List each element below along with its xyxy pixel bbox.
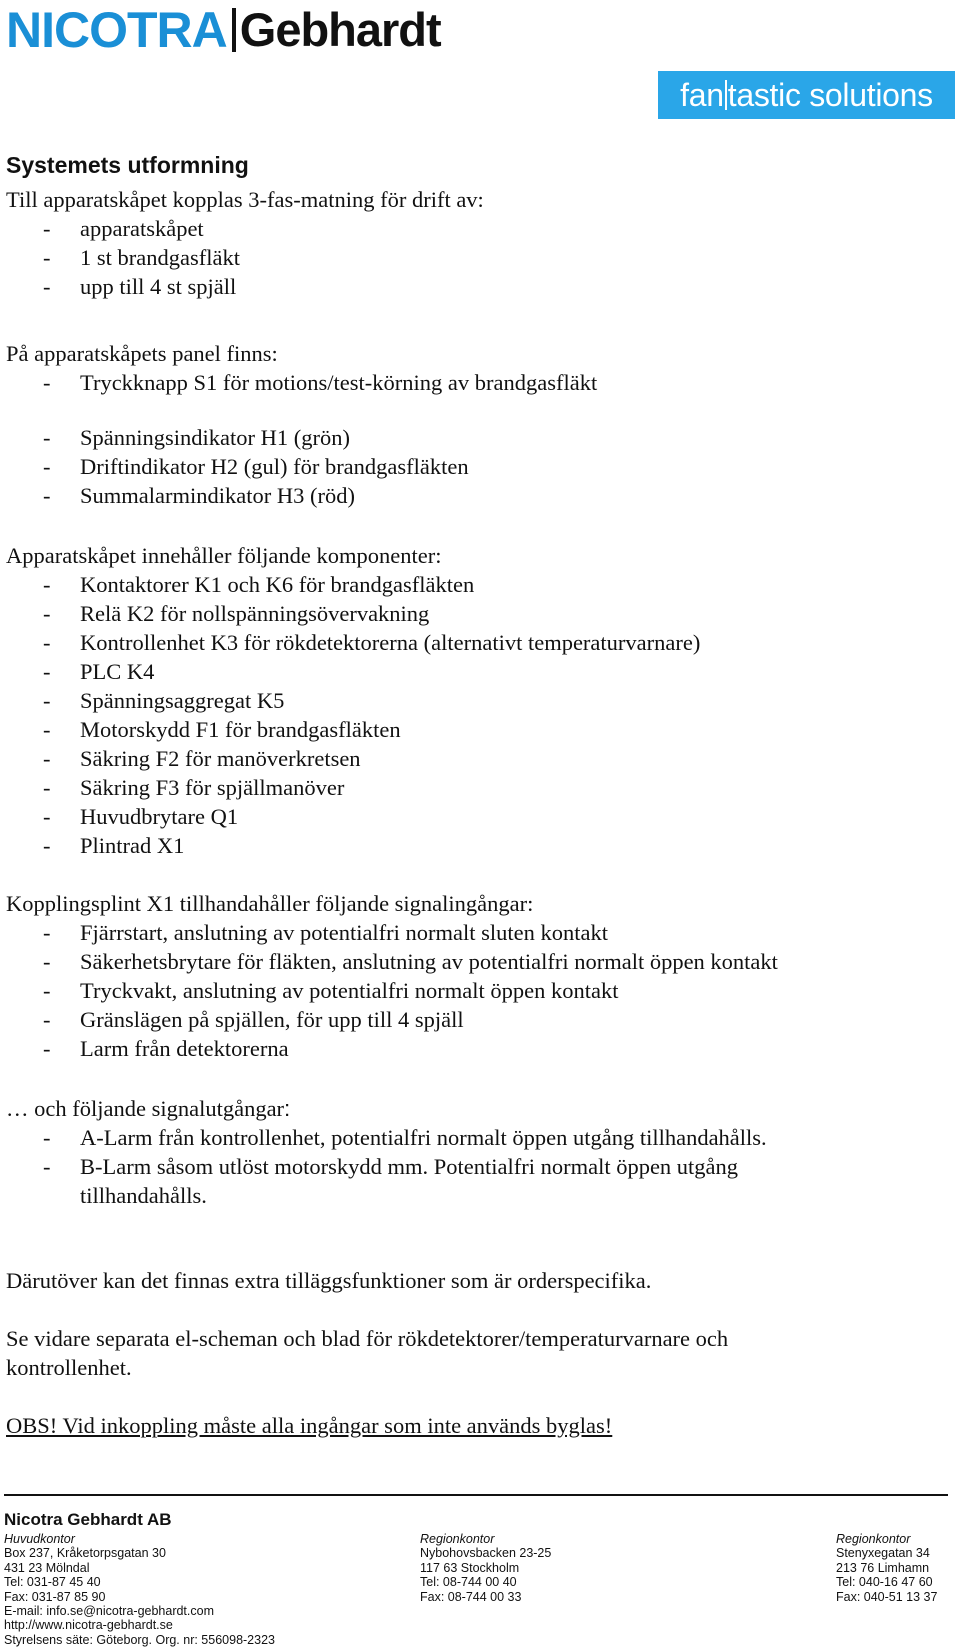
office-address-2: 213 76 Limhamn bbox=[836, 1560, 930, 1575]
list-item: - Kontaktorer K1 och K6 för brandgasfläkten bbox=[6, 570, 700, 599]
list-item: - Driftindikator H2 (gul) för brandgasfläkten bbox=[6, 452, 597, 481]
office-address-2: 431 23 Mölndal bbox=[4, 1560, 90, 1575]
tagline-part-b: tastic solutions bbox=[727, 77, 933, 113]
list-item: - Relä K2 för nollspänningsövervakning bbox=[6, 599, 700, 628]
office-address-1: Nybohovsbacken 23-25 bbox=[420, 1546, 552, 1561]
footer-divider bbox=[4, 1494, 948, 1496]
list-item: - A-Larm från kontrollenhet, potentialfri normalt öppen utgång tillhandahålls. bbox=[6, 1123, 850, 1152]
list-item: - Säkring F2 för manöverkretsen bbox=[6, 744, 700, 773]
list-item: - apparatskåpet bbox=[6, 214, 484, 243]
office-tel: Tel: 040-16 47 60 bbox=[836, 1575, 933, 1590]
office-address-2: 117 63 Stockholm bbox=[420, 1560, 520, 1575]
section-intro: Kopplingsplint X1 tillhandahåller följande signalingångar: bbox=[6, 891, 534, 916]
office-email[interactable]: E-mail: info.se@nicotra-gebhardt.com bbox=[4, 1604, 214, 1619]
list-item: - Säkring F3 för spjällmanöver bbox=[6, 773, 700, 802]
section-intro: Apparatskåpet innehåller följande komponenter: bbox=[6, 543, 442, 568]
footer-company-name: Nicotra Gebhardt AB bbox=[4, 1510, 172, 1529]
list-item: - Spänningsaggregat K5 bbox=[6, 686, 700, 715]
paragraph-see-schematics: Se vidare separata el-scheman och blad för rökdetektorer/temperaturvarnare och kontrollenhet. bbox=[6, 1326, 729, 1380]
logo-divider bbox=[232, 8, 236, 52]
list-item: - upp till 4 st spjäll bbox=[6, 272, 484, 301]
section-signal-outputs bbox=[6, 1094, 850, 1210]
list-item: - Tryckvakt, anslutning av potentialfri normalt öppen kontakt bbox=[6, 976, 778, 1005]
list-item: - Summalarmindikator H3 (röd) bbox=[6, 481, 597, 510]
office-fax: Fax: 08-744 00 33 bbox=[420, 1589, 522, 1604]
office-website[interactable]: http://www.nicotra-gebhardt.se bbox=[4, 1618, 173, 1633]
office-fax: Fax: 031-87 85 90 bbox=[4, 1589, 106, 1604]
tagline-divider bbox=[725, 80, 727, 110]
office-label: Huvudkontor bbox=[4, 1532, 75, 1546]
list-item: - Plintrad X1 bbox=[6, 831, 700, 860]
section-intro: På apparatskåpets panel finns: bbox=[6, 341, 278, 366]
office-label: Regionkontor bbox=[836, 1532, 911, 1546]
list-item: - PLC K4 bbox=[6, 657, 700, 686]
list-item: - Larm från detektorerna bbox=[6, 1034, 778, 1063]
footer-head-office bbox=[4, 1532, 275, 1647]
paragraph-extra-functions: Därutöver kan det finnas extra tilläggsfunktioner som är orderspecifika. bbox=[6, 1268, 652, 1293]
logo-gebhardt: Gebhardt bbox=[239, 3, 441, 56]
office-fax: Fax: 040-51 13 37 bbox=[836, 1589, 938, 1604]
list-item: - Fjärrstart, anslutning av potentialfri normalt sluten kontakt bbox=[6, 918, 778, 947]
section-panel bbox=[6, 339, 597, 510]
office-board-info: Styrelsens säte: Göteborg. Org. nr: 556098-2323 bbox=[4, 1632, 275, 1647]
footer-region-office-stockholm bbox=[420, 1532, 551, 1604]
list-item: - B-Larm såsom utlöst motorskydd mm. Potentialfri normalt öppen utgång tillhandahålls. bbox=[6, 1152, 850, 1210]
list-item: - Säkerhetsbrytare för fläkten, anslutning av potentialfri normalt öppen kontakt bbox=[6, 947, 778, 976]
list-item: - Spänningsindikator H1 (grön) bbox=[6, 423, 597, 452]
list-item: - Huvudbrytare Q1 bbox=[6, 802, 700, 831]
paragraph-obs-warning: OBS! Vid inkoppling måste alla ingångar som inte används byglas! bbox=[6, 1413, 613, 1438]
section-power-supply bbox=[6, 185, 484, 301]
office-address-1: Stenyxegatan 34 bbox=[836, 1546, 930, 1561]
section-intro: Till apparatskåpet kopplas 3-fas-matning för drift av: bbox=[6, 187, 484, 212]
tagline-banner bbox=[658, 71, 955, 119]
footer-region-office-limhamn bbox=[836, 1532, 937, 1604]
list-item: - 1 st brandgasfläkt bbox=[6, 243, 484, 272]
office-tel: Tel: 031-87 45 40 bbox=[4, 1575, 101, 1590]
section-intro-text: … och följande signalutgångar bbox=[6, 1096, 285, 1121]
section-intro-colon: : bbox=[284, 1096, 291, 1121]
list-item: - Tryckknapp S1 för motions/test-körning av brandgasfläkt bbox=[6, 368, 597, 397]
section-intro bbox=[6, 1094, 850, 1123]
list-item: - Motorskydd F1 för brandgasfläkten bbox=[6, 715, 700, 744]
office-label: Regionkontor bbox=[420, 1532, 495, 1546]
section-components bbox=[6, 541, 700, 860]
list-item: - Kontrollenhet K3 för rökdetektorerna (alternativt temperaturvarnare) bbox=[6, 628, 700, 657]
page-title: Systemets utformning bbox=[6, 152, 249, 178]
section-signal-inputs bbox=[6, 889, 778, 1063]
tagline-part-a: fan bbox=[680, 77, 724, 113]
office-tel: Tel: 08-744 00 40 bbox=[420, 1575, 517, 1590]
company-logo bbox=[6, 2, 441, 58]
office-address-1: Box 237, Kråketorpsgatan 30 bbox=[4, 1546, 166, 1561]
logo-nicotra: NICOTRA bbox=[6, 2, 227, 58]
list-item: - Gränslägen på spjällen, för upp till 4 spjäll bbox=[6, 1005, 778, 1034]
